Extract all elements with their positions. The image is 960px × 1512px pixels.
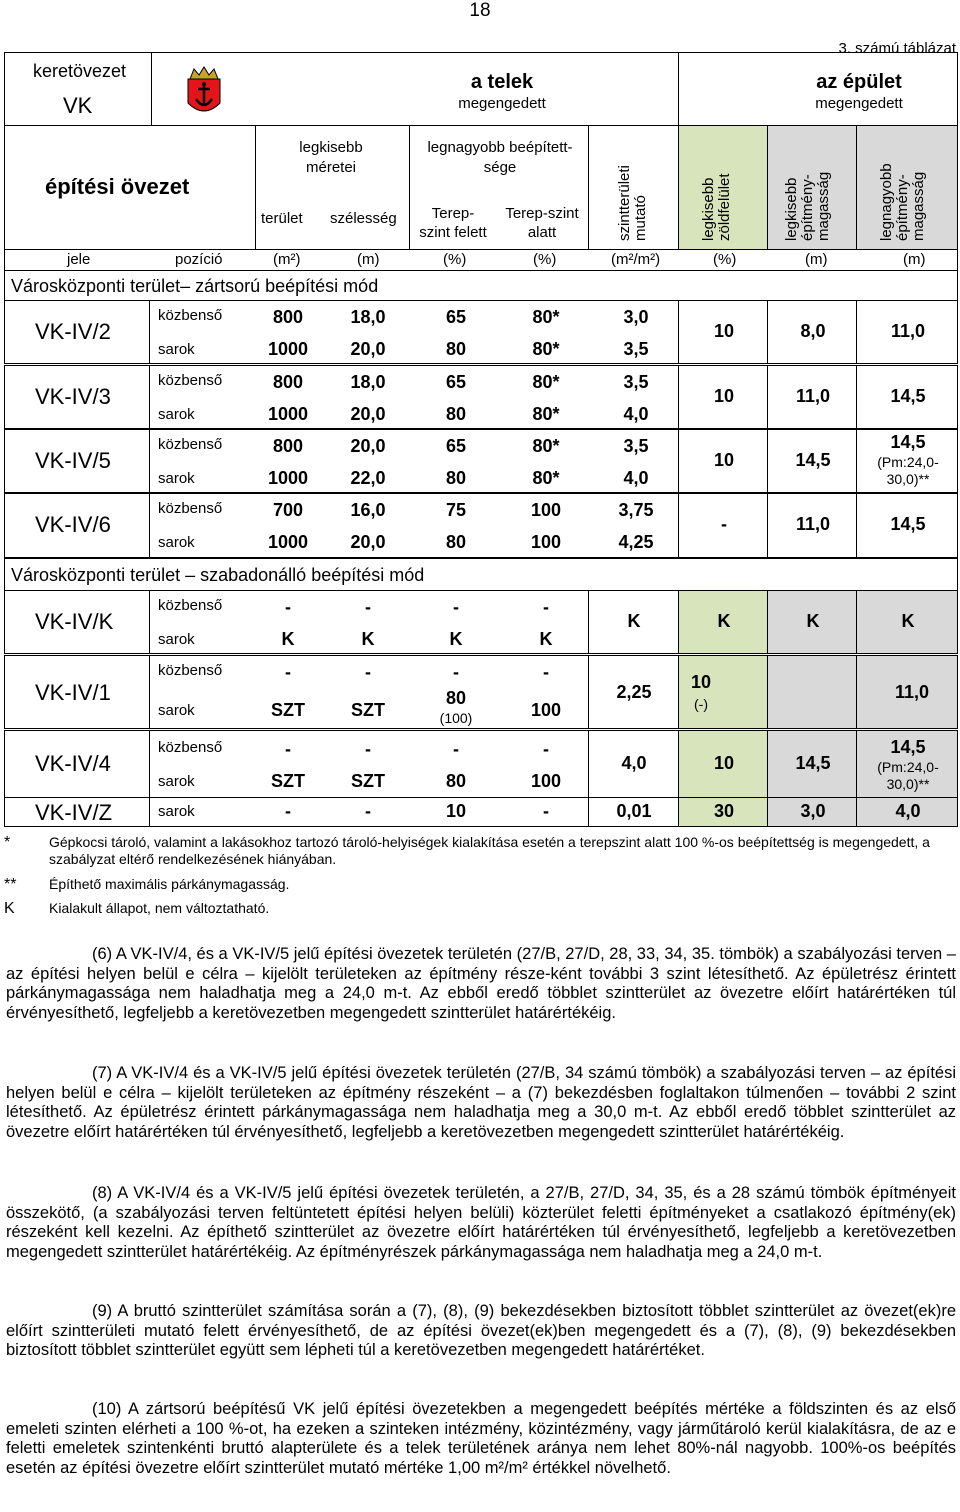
zone-cell <box>4 493 150 558</box>
value: 3,5 <box>623 436 649 456</box>
value: K <box>361 629 375 649</box>
unit-jele: jele <box>67 251 91 268</box>
max-cell <box>856 365 958 429</box>
section2-title: Városközponti terület – szabadonálló beépítési mód <box>11 565 425 585</box>
legnagyobb-beepitettseg-cell <box>409 125 589 250</box>
value: 80 <box>445 468 467 488</box>
value: 11,0 <box>894 682 930 702</box>
epulet-title: az épület <box>816 71 902 93</box>
value: 80* <box>532 307 560 327</box>
value: 100 <box>530 700 562 720</box>
value: - <box>365 662 371 682</box>
zone-cell <box>4 300 150 364</box>
value: - <box>365 801 371 821</box>
telek-values <box>149 429 679 493</box>
value: 2,25 <box>616 682 652 702</box>
value: SZT <box>351 771 385 791</box>
pos-label: sarok <box>158 534 195 551</box>
min-cell <box>767 730 857 798</box>
max-cell <box>856 590 958 654</box>
epulet-sub: megengedett <box>815 95 903 112</box>
value: 10 <box>690 672 712 692</box>
value: K <box>717 611 731 631</box>
value: 0,01 <box>616 801 652 821</box>
value: 80 <box>445 404 467 424</box>
pos-label: sarok <box>158 341 195 358</box>
zone-cell <box>4 655 150 729</box>
value: (Pm:24,0-30,0)** <box>877 454 939 487</box>
zone-cell <box>4 590 150 654</box>
value: (-) <box>694 696 708 712</box>
value: - <box>721 514 727 534</box>
value: 22,0 <box>350 468 386 488</box>
mutato-cell <box>588 797 679 827</box>
value: 14,5 <box>890 386 926 406</box>
value: K <box>901 611 915 631</box>
unit-mutato: (m²/m²) <box>611 251 661 268</box>
unit-max: (m) <box>903 251 926 268</box>
value: 80 <box>445 339 467 359</box>
pos-label: közbenső <box>158 307 223 324</box>
value: 80 <box>445 532 467 552</box>
value: 100 <box>530 771 562 791</box>
mutato-cell <box>588 590 679 654</box>
min-cell <box>767 590 857 654</box>
min-cell <box>767 493 857 558</box>
value: 10 <box>713 753 735 773</box>
crest-icon <box>182 65 226 126</box>
value: 80* <box>532 372 560 392</box>
zone-cell <box>4 797 150 827</box>
zone-cell <box>4 730 150 798</box>
value: 11,0 <box>890 321 926 341</box>
pos-label: közbenső <box>158 436 223 453</box>
paragraph-10: (10) A zártsorú beépítésű VK jelű építési övezetekben a megengedett beépítés mértéke a földszinten és az első emeleti szinten elérheti a 100 %-ot, ha ezeken a szinteken intézmény, közintézmény, vagy járműtároló kerül kialakításra, de az e feletti emeletek szintenkénti bruttó alapterülete és a telek területének aránya nem lehet 80%-nál nagyobb. 100%-os beépítés esetén az építési övezetre előírt szintterület mutató mértéke 1,00 m²/m² értékkel növelhető. <box>6 1400 956 1477</box>
value: 65 <box>445 436 467 456</box>
value: SZT <box>271 771 305 791</box>
keretovezet-label: keretövezet <box>33 61 127 81</box>
value: 65 <box>445 372 467 392</box>
value: - <box>285 662 291 682</box>
value: 800 <box>272 372 304 392</box>
value: 14,5 <box>795 753 831 773</box>
value: 80* <box>532 404 560 424</box>
telek-cell <box>151 52 679 126</box>
min-cell <box>767 429 857 493</box>
value: K <box>627 611 641 631</box>
note-text: Gépkocsi tároló, valamint a lakásokhoz tartozó tároló-helyiségek kialakítása esetén a terepszint alatt 100 %-os beépítettség is megengedett, a szabályzat eltérő rendelkezésének hiányában. <box>49 834 930 867</box>
zold-cell <box>678 590 768 654</box>
telek-sub: megengedett <box>458 95 546 112</box>
terulet-label: terület <box>261 210 303 227</box>
value: 80* <box>532 339 560 359</box>
value: - <box>365 597 371 617</box>
value: 11,0 <box>795 386 831 406</box>
value: 4,0 <box>623 468 649 488</box>
mutato-cell <box>588 730 679 798</box>
zone-label: VK-IV/4 <box>35 751 111 776</box>
value: 100 <box>530 500 562 520</box>
telek-values <box>149 300 679 364</box>
zold-cell <box>678 655 768 729</box>
zone-cell <box>4 429 150 493</box>
zone-label: VK-IV/3 <box>35 384 111 409</box>
zone-label: VK-IV/2 <box>35 319 111 344</box>
value: - <box>285 801 291 821</box>
section2-title-cell <box>4 558 958 590</box>
terepszint-felett-label: Terep-szint felett <box>419 205 487 241</box>
note-mark: * <box>4 834 11 851</box>
value: - <box>543 597 549 617</box>
min-magassag-cell <box>767 125 857 250</box>
min-magassag-label: legkisebb építmény-magasság <box>783 171 832 241</box>
note-text: Kialakult állapot, nem változtatható. <box>49 900 270 916</box>
max-magassag-label: legnagyobb építmény-magasság <box>878 163 927 241</box>
unit-alatt: (%) <box>533 251 557 268</box>
paragraph-8: (8) A VK-IV/4 és a VK-IV/5 jelű építési övezetek területén, a 27/B, 27/D, 34, 35, és a 28 számú tömbök építményeit összekötő, (a szabályozási terven feltüntetett építési helyen belüli) közterület feletti építményeket a csatlakozó építmény(ek) részeként kell kezelni. Az építhető szintterület az övezetre előírt határértéken túl érvényesíthető, legfeljebb a keretövezetben megengedett szintterület határértékéig. Az építményrészek párkánymagassága nem haladhatja meg a 24,0 m-t. <box>6 1184 956 1261</box>
max-cell <box>856 797 958 827</box>
value: 10 <box>713 321 735 341</box>
value: 20,0 <box>350 404 386 424</box>
units-row <box>4 249 958 271</box>
value: - <box>543 801 549 821</box>
zoldfelulet-label: legkisebb zöldfelület <box>700 173 733 241</box>
zone-label: VK-IV/6 <box>35 512 111 537</box>
max-cell <box>856 655 958 729</box>
value: 4,0 <box>621 753 647 773</box>
value: 18,0 <box>350 372 386 392</box>
zoldfelulet-cell <box>678 125 768 250</box>
unit-szelesseg: (m) <box>357 251 380 268</box>
zone-label: VK-IV/Z <box>35 800 113 825</box>
value: 3,5 <box>623 339 649 359</box>
value: 4,0 <box>623 404 649 424</box>
value: 100 <box>530 532 562 552</box>
szintteruleti-mutato-cell <box>588 125 679 250</box>
value: 3,0 <box>800 801 826 821</box>
value: 80* <box>532 468 560 488</box>
zold-cell <box>678 365 768 429</box>
legkisebb-meretei-cell <box>255 125 410 250</box>
telek-values <box>149 493 679 558</box>
value: - <box>285 597 291 617</box>
pos-label: közbenső <box>158 597 223 614</box>
value: 14,5 <box>795 450 831 470</box>
value: - <box>285 739 291 759</box>
value: - <box>365 739 371 759</box>
value: - <box>453 597 459 617</box>
value: 80 <box>445 688 467 708</box>
pos-label: közbenső <box>158 662 223 679</box>
table-number: 3. számú táblázat <box>838 40 956 57</box>
legkisebb-meretei-label: legkisebb méretei <box>299 139 363 176</box>
value: 20,0 <box>350 339 386 359</box>
unit-zold: (%) <box>713 251 737 268</box>
paragraph-9: (9) A bruttó szintterület számítása során a (7), (8), (9) bekezdésekben biztosított többlet szintterület az övezet(ek)re előírt szintterületi mutató felett érvényesíthető, de az építési övezet(ek)ben megengedett és a (7), (8), (9) bekezdésekben biztosított többlet szintterület együtt sem lépheti túl a keretövezetben megengedett határértéket. <box>6 1302 956 1360</box>
keretovezet-cell <box>4 52 152 126</box>
value: 1000 <box>267 468 309 488</box>
value: 3,5 <box>623 372 649 392</box>
zold-cell <box>678 730 768 798</box>
legnagyobb-beepitettseg-label: legnagyobb beépített-sége <box>427 139 573 176</box>
section1-title-cell <box>4 270 958 300</box>
unit-felett: (%) <box>443 251 467 268</box>
telek-values <box>149 365 679 429</box>
pos-label: közbenső <box>158 739 223 756</box>
value: 800 <box>272 307 304 327</box>
zold-cell <box>678 493 768 558</box>
pos-label: sarok <box>158 631 195 648</box>
max-magassag-cell <box>856 125 958 250</box>
zone-label: VK-IV/5 <box>35 448 111 473</box>
value: - <box>453 739 459 759</box>
value: 16,0 <box>350 500 386 520</box>
unit-terulet: (m²) <box>273 251 301 268</box>
value: - <box>453 662 459 682</box>
value: K <box>806 611 820 631</box>
note-text: Építhető maximális párkánymagasság. <box>49 876 290 892</box>
max-cell <box>856 429 958 493</box>
pos-label: sarok <box>158 470 195 487</box>
zold-cell <box>678 429 768 493</box>
value: 4,25 <box>618 532 654 552</box>
paragraph-6: (6) A VK-IV/4, és a VK-IV/5 jelű építési övezetek területén (27/B, 27/D, 28, 33, 34, 35. tömbök) a szabályozási terven – az építési helyen belül e célra – kijelölt területeken az építmény része-ként további 3 szint létesíthető. Az épületrész érintett párkánymagassága nem haladhatja meg a 24,0 m-t. Az ebből eredő többlet szintterület az övezetre előírt határértéken túl érvényesíthető, legfeljebb a keretövezetben megengedett szintterület határértékéig. <box>6 945 956 1022</box>
telek-title: a telek <box>470 71 534 93</box>
zold-cell <box>678 300 768 364</box>
value: 11,0 <box>795 514 831 534</box>
value: 80* <box>532 436 560 456</box>
value: SZT <box>271 700 305 720</box>
max-cell <box>856 493 958 558</box>
value: 10 <box>713 386 735 406</box>
value: SZT <box>351 700 385 720</box>
value: 30 <box>713 801 735 821</box>
value: K <box>449 629 463 649</box>
paragraph-7: (7) A VK-IV/4 és a VK-IV/5 jelű építési övezetek területén (27/B, 34 számú tömbök) a szabályozási terven – az építési helyen belül e célra – kijelölt területeken az építmény részeként – a (7) bekezdésben foglaltakon túlmenően – további 2 szint létesíthető. Az épületrész érintett párkánymagassága nem haladhatja meg a 30,0 m-t. Az ebből eredő többlet szintterület az övezetre előírt határértéken túl érvényesíthető, legfeljebb a keretövezetben megengedett szintterület határértékéig. <box>6 1064 956 1141</box>
pos-label: sarok <box>158 773 195 790</box>
value: 14,5 <box>890 737 926 757</box>
zold-cell <box>678 797 768 827</box>
szelesseg-label: szélesség <box>330 210 397 227</box>
value: 700 <box>272 500 304 520</box>
terepszint-alatt-label: Terep-szint alatt <box>505 205 579 241</box>
value: - <box>543 662 549 682</box>
value: 800 <box>272 436 304 456</box>
zone-label: VK-IV/K <box>35 609 114 634</box>
value: 1000 <box>267 339 309 359</box>
szintteruleti-mutato-label: szintterületi mutató <box>616 165 649 241</box>
pos-label: sarok <box>158 803 195 820</box>
note-mark: ** <box>4 876 17 893</box>
value: 3,75 <box>618 500 654 520</box>
value: K <box>539 629 553 649</box>
pos-label: sarok <box>158 406 195 423</box>
min-cell <box>767 655 857 729</box>
value: (Pm:24,0-30,0)** <box>877 759 939 792</box>
value: 14,5 <box>890 432 926 452</box>
value: 1000 <box>267 404 309 424</box>
value: 20,0 <box>350 532 386 552</box>
epitesi-ovezet-cell <box>4 125 256 250</box>
value: K <box>281 629 295 649</box>
value: 80 <box>445 771 467 791</box>
note-mark: K <box>4 900 15 917</box>
value: 18,0 <box>350 307 386 327</box>
value: - <box>543 739 549 759</box>
value: (100) <box>439 710 473 726</box>
max-cell <box>856 730 958 798</box>
value: 4,0 <box>895 801 921 821</box>
section1-title: Városközponti terület– zártsorú beépítési mód <box>11 276 379 296</box>
pos-label: sarok <box>158 702 195 719</box>
min-cell <box>767 365 857 429</box>
epitesi-ovezet-label: építési övezet <box>45 174 190 199</box>
value: 10 <box>445 801 467 821</box>
pos-label: közbenső <box>158 500 223 517</box>
page-number: 18 <box>469 0 491 21</box>
value: 75 <box>445 500 467 520</box>
vk-label: VK <box>63 93 93 118</box>
zone-cell <box>4 365 150 429</box>
value: 8,0 <box>800 321 826 341</box>
max-cell <box>856 300 958 364</box>
value: 14,5 <box>890 514 926 534</box>
zone-label: VK-IV/1 <box>35 680 111 705</box>
min-cell <box>767 797 857 827</box>
pos-label: közbenső <box>158 372 223 389</box>
unit-min: (m) <box>805 251 828 268</box>
unit-pozicio: pozíció <box>175 251 223 268</box>
value: 65 <box>445 307 467 327</box>
epulet-cell <box>678 52 958 126</box>
value: 3,0 <box>623 307 649 327</box>
value: 1000 <box>267 532 309 552</box>
value: 20,0 <box>350 436 386 456</box>
min-cell <box>767 300 857 364</box>
value: 10 <box>713 450 735 470</box>
